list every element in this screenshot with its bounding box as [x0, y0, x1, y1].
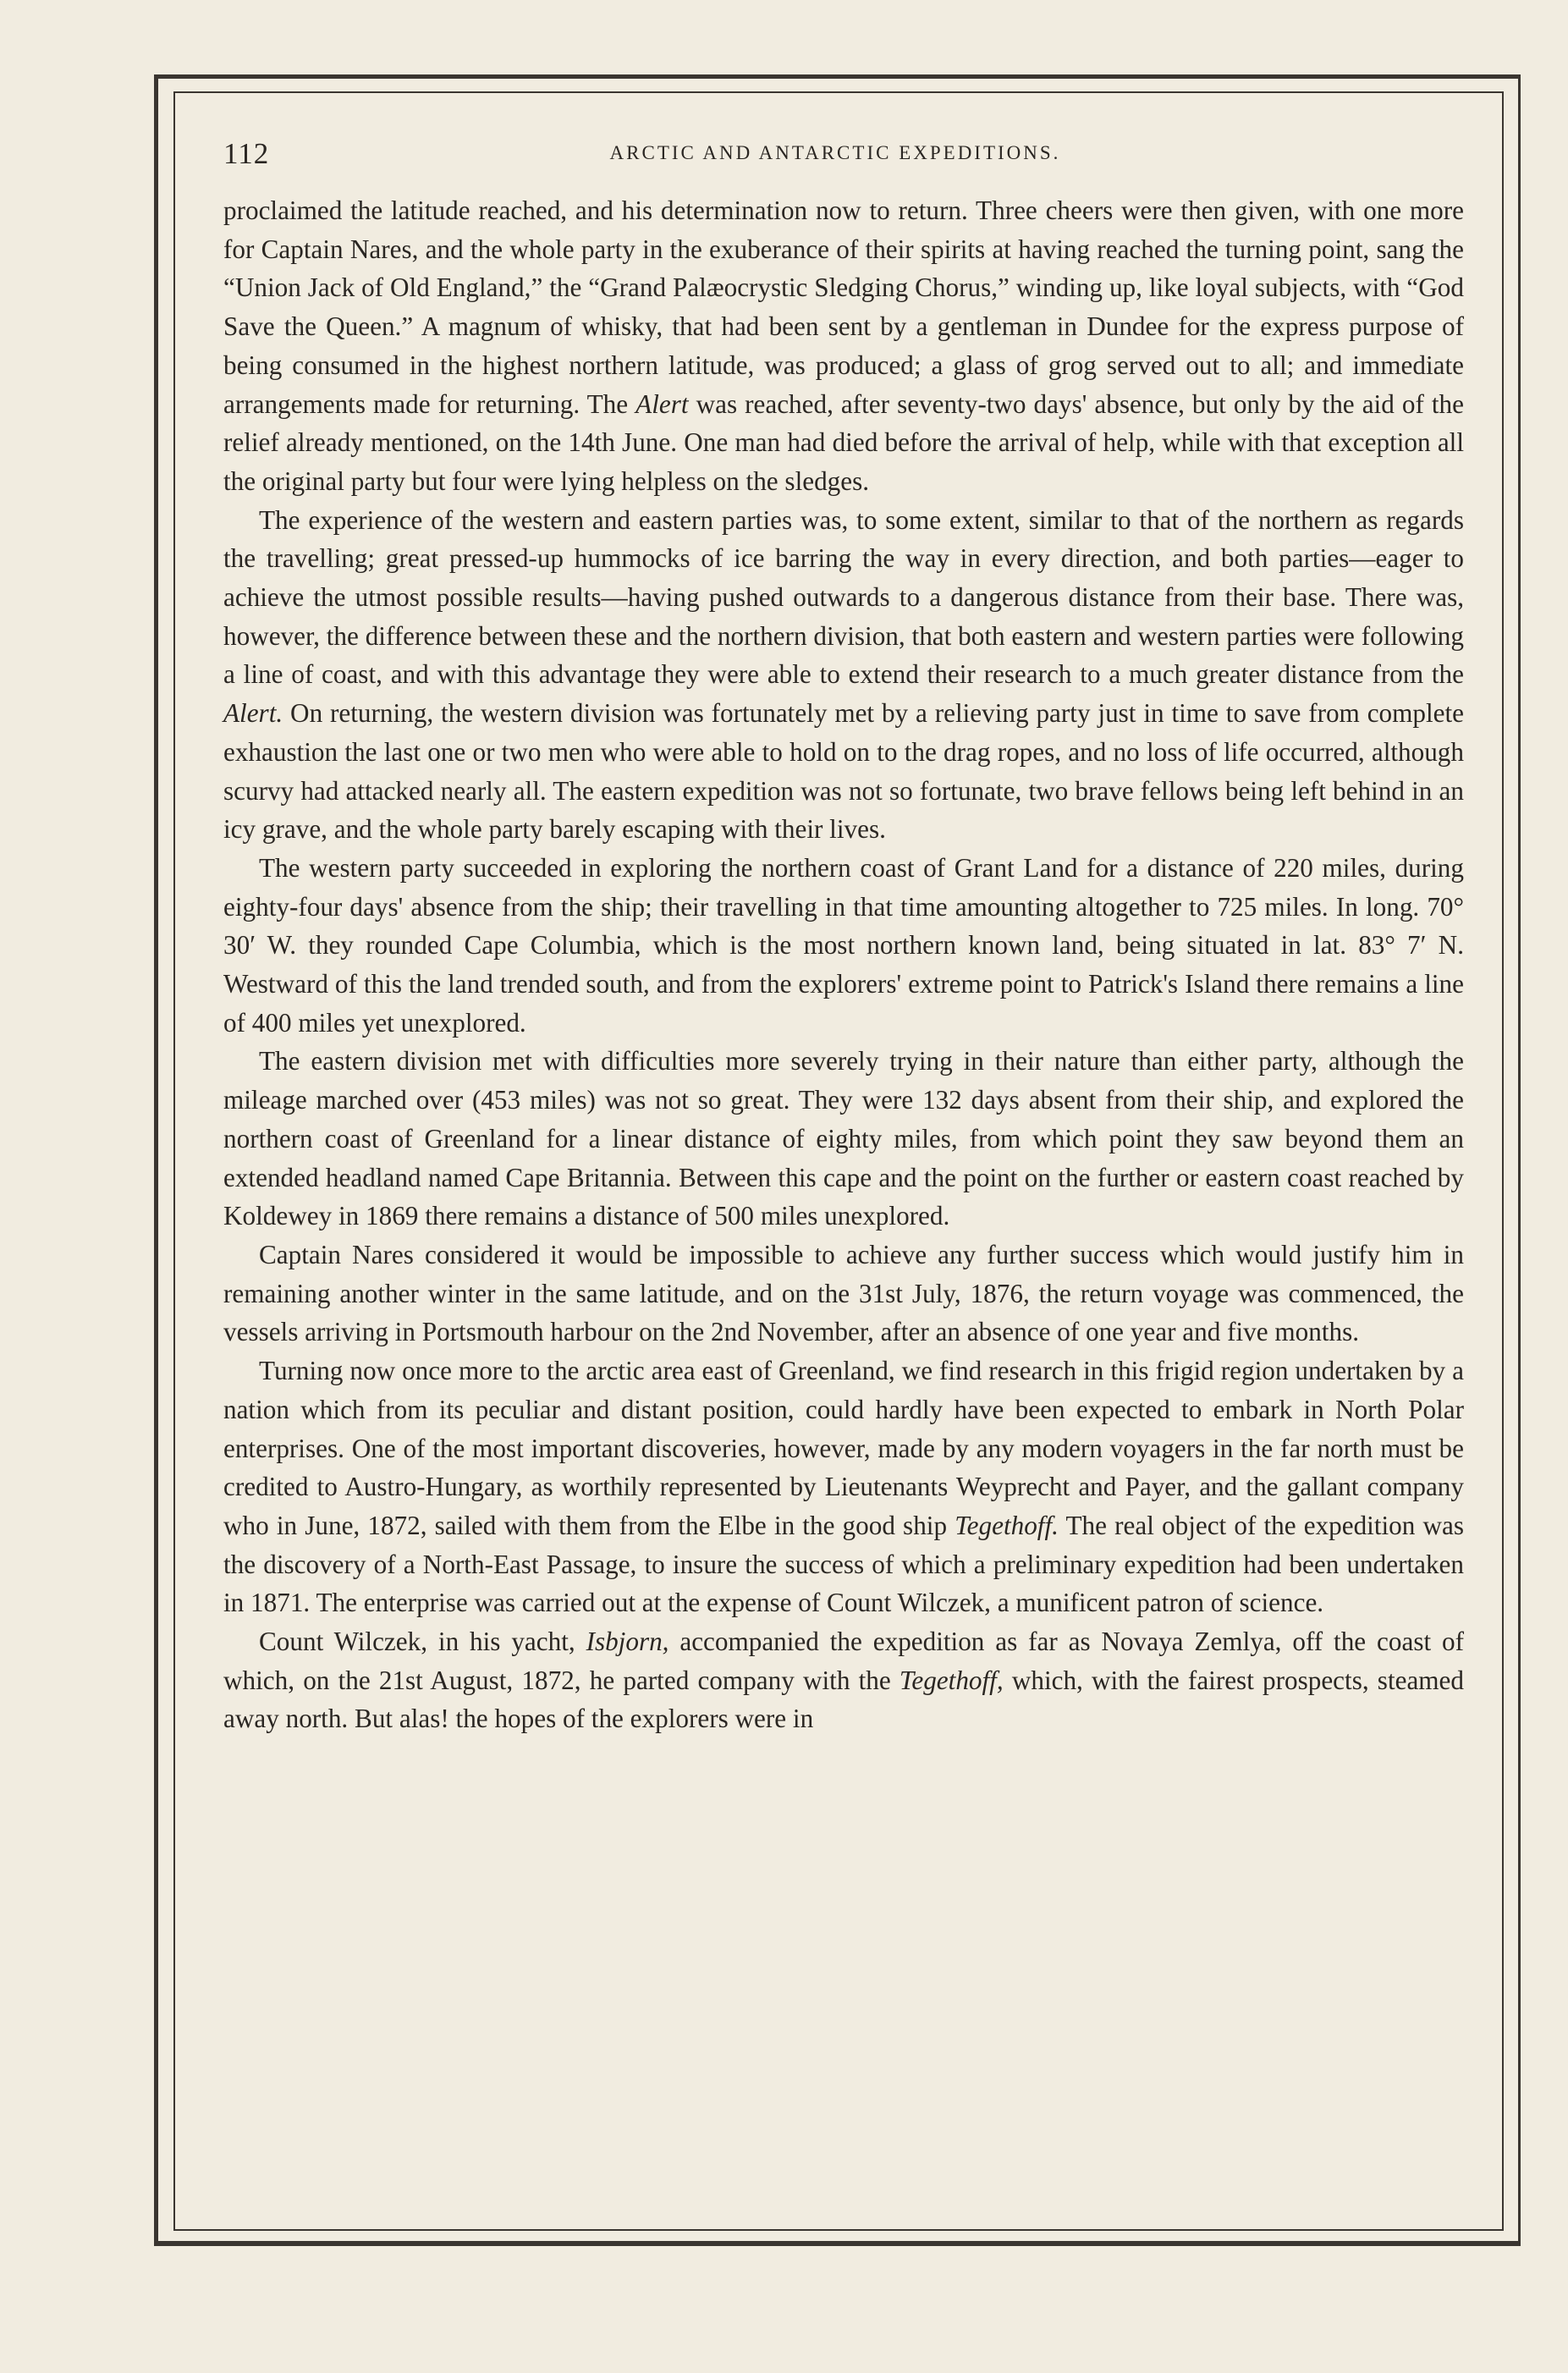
text-run: accompanied the expedition as far as Novaya Zemlya, off the coast of which, on the 21st August, 1872, he parted company with the — [223, 1627, 1464, 1695]
italic-text: Alert — [635, 388, 689, 419]
text-run: Turning now once more to the arctic area east of Greenland, we find research in this frigid region undertaken by a nation which from its peculiar and distant position, could hardly have been expected to embark in North Polar enterprises. One of the most important discoveries, however, made by any modern voyagers in the far north must be credited to Austro-Hungary, as worthily represented by Lieutenants Weyprecht and Payer, and the gallant company who in June, 1872, sailed with them from the Elbe in the good ship — [223, 1356, 1464, 1540]
page-header — [223, 137, 1447, 171]
text-run: was reached, after seventy-two days' absence, but only by the aid of the relief already mentioned, on the 14th June. One man had died before the arrival of help, while with that exception all the original party but four were lying helpless on the sledges. — [223, 388, 1464, 496]
text-run: Count Wilczek, in his yacht, — [259, 1627, 586, 1657]
paragraph — [223, 1236, 1464, 1352]
text-run: The western party succeeded in exploring the northern coast of Grant Land for a distance of 220 miles, during eighty-four days' absence from the ship; their travelling in that time amounting altogether to 725 miles. In long. 70° 30′ W. they rounded Cape Columbia, which is the most northern known land, being situated in lat. 83° 7′ N. Westward of this the land trended south, and from the explorers' extreme point to Patrick's Island there remains a line of 400 miles yet unexplored. — [223, 852, 1464, 1038]
paragraph — [223, 1042, 1464, 1236]
text-run: which, with the fairest prospects, steamed away north. But alas! the hopes of the explorers were in — [223, 1665, 1464, 1734]
text-run: The eastern division met with difficulties more severely trying in their nature than either party, although the mileage marched over (453 miles) was not so great. They were 132 days absent from their ship, and explored the northern coast of Greenland for a linear distance of eighty miles, from which point they saw beyond them an extended headland named Cape Britannia. Between this cape and the point on the further or eastern coast reached by Koldewey in 1869 there remains a distance of 500 miles unexplored. — [223, 1046, 1464, 1231]
paragraph — [223, 501, 1464, 849]
paragraph — [223, 1352, 1464, 1622]
text-run: proclaimed the latitude reached, and his determination now to return. Three cheers were then given, with one more for Captain Nares, and the whole party in the exuberance of their spirits at having reached the turning point, sang the “Union Jack of Old England,” the “Grand Palæocrystic Sledging Chorus,” winding up, like loyal subjects, with “God Save the Queen.” A magnum of whisky, that had been sent by a gentleman in Dundee for the express purpose of being consumed in the highest northern latitude, was produced; a glass of grog served out to all; and immediate arrangements made for returning. The — [223, 195, 1464, 419]
paragraph — [223, 849, 1464, 1043]
paragraph — [223, 191, 1464, 501]
italic-text: Tegethoff. — [955, 1510, 1059, 1540]
italic-text: Tegethoff, — [899, 1665, 1004, 1695]
body-text — [223, 191, 1464, 1738]
page-number: 112 — [223, 137, 270, 170]
paragraph — [223, 1622, 1464, 1738]
text-run: The experience of the western and eastern parties was, to some extent, similar to that of the northern as regards the travelling; great pressed-up hummocks of ice barring the way in every direction, and both parties—eager to achieve the utmost possible results—having pushed outwards to a dangerous distance from their base. There was, however, the difference between these and the northern division, that both eastern and western parties were following a line of coast, and with this advantage they were able to extend their research to a much greater distance from the — [223, 504, 1464, 690]
text-run: On returning, the western division was fortunately met by a relieving party just in time to save from complete exhaustion the last one or two men who were able to hold on to the drag ropes, and no loss of life occurred, although scurvy had attacked nearly all. The eastern expedition was not so fortunate, two brave fellows being left behind in an icy grave, and the whole party barely escaping with their lives. — [223, 698, 1464, 845]
text-run: Captain Nares considered it would be impossible to achieve any further success which would justify him in remaining another winter in the same latitude, and on the 31st July, 1876, the return voyage was commenced, the vessels arriving in Portsmouth harbour on the 2nd November, after an absence of one year and five months. — [223, 1239, 1464, 1347]
text-run: The real object of the expedition was the discovery of a North-East Passage, to insure the success of which a preliminary expedition had been undertaken in 1871. The enterprise was carried out at the expense of Count Wilczek, a munificent patron of science. — [223, 1510, 1464, 1618]
running-title: ARCTIC AND ANTARCTIC EXPEDITIONS. — [609, 142, 1061, 163]
italic-text: Alert. — [223, 698, 283, 729]
italic-text: Isbjorn, — [586, 1627, 669, 1657]
